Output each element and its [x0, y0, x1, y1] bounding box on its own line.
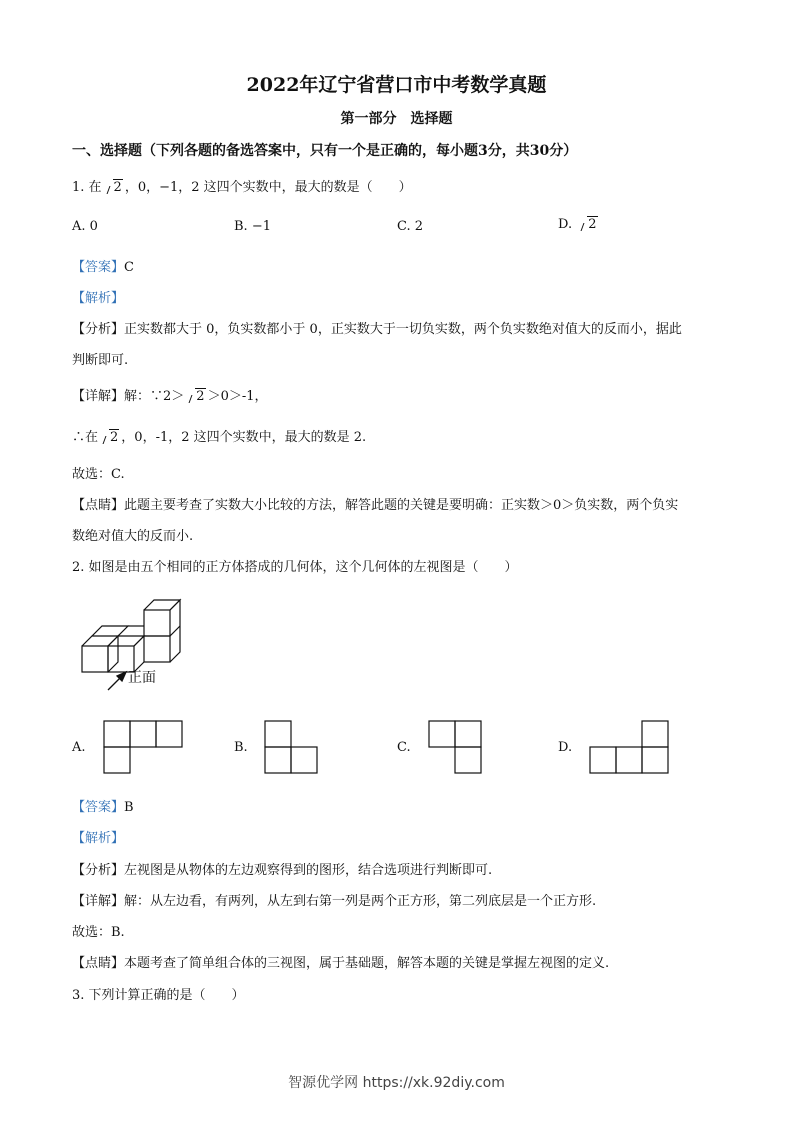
xiangjie-tag: 【详解】: [72, 389, 125, 404]
sqrt-symbol: [578, 217, 597, 232]
q2-option-a[interactable]: A.: [72, 740, 86, 755]
q2-choose: 故选：B.: [72, 925, 125, 940]
dianjing-tag: 【点睛】: [72, 956, 125, 971]
q2-option-b-figure: [264, 720, 319, 775]
q1-dianjing-line1: [72, 494, 678, 513]
q2-option-c[interactable]: C.: [397, 740, 411, 755]
answer-value: C: [124, 260, 134, 275]
q1-stem-post: ，0，−1，2 这四个实数中，最大的数是（ ）: [124, 180, 412, 195]
q1-option-d-radicand: 2: [588, 217, 597, 232]
q1-option-b[interactable]: B. −1: [234, 219, 271, 234]
q1-option-a[interactable]: A. 0: [72, 219, 98, 234]
q2-dianjing: [72, 952, 609, 971]
dianjing-text: 本题考查了简单组合体的三视图，属于基础题，解答本题的关键是掌握左视图的定义.: [124, 956, 610, 971]
q1-therefore: [72, 426, 366, 445]
fenxi-tag: 【分析】: [72, 863, 125, 878]
q3-stem: 3. 下列计算正确的是（ ）: [72, 988, 245, 1003]
q1-fenxi-line2: 判断即可.: [72, 353, 129, 368]
q1-stem-pre: 1. 在: [72, 180, 102, 195]
q1-option-d-prefix: D.: [558, 217, 573, 232]
part-heading: 第一部分 选择题: [340, 111, 453, 127]
q2-option-b[interactable]: B.: [234, 740, 248, 755]
q1-option-c[interactable]: C. 2: [397, 219, 424, 234]
sqrt-symbol: [100, 430, 119, 445]
q1-dianjing-line2: 数绝对值大的反而小.: [72, 529, 194, 544]
q2-option-c-figure: [428, 720, 483, 775]
xiangjie-pre: 解：∵2＞: [124, 389, 185, 404]
q2-option-d-figure: [589, 720, 669, 775]
q1-radicand: 2: [113, 180, 122, 195]
q2-stem: 2. 如图是由五个相同的正方体搭成的几何体，这个几何体的左视图是（ ）: [72, 560, 518, 575]
q2-option-d[interactable]: D.: [558, 740, 573, 755]
dianjing-tag: 【点睛】: [72, 498, 125, 513]
footer-watermark: 智源优学网 https://xk.92diy.com: [288, 1075, 505, 1091]
q1-choose: 故选：C.: [72, 467, 125, 482]
xiangjie-tag: 【详解】: [72, 894, 125, 909]
fenxi-tag: 【分析】: [72, 322, 125, 337]
fenxi-text: 正实数都大于 0，负实数都小于 0，正实数大于一切负实数，两个负实数绝对值大的反而小，据此: [124, 322, 682, 337]
q1-xiangjie: [72, 385, 268, 404]
q1-option-d[interactable]: [558, 217, 600, 232]
q2-analysis-tag: 【解析】: [72, 831, 125, 846]
answer-tag: 【答案】: [72, 800, 125, 815]
xiangjie-post: ＞0＞-1，: [207, 389, 268, 404]
answer-value: B: [124, 800, 134, 815]
answer-tag: 【答案】: [72, 260, 125, 275]
q1-analysis-tag: 【解析】: [72, 291, 125, 306]
page-title: 2022年辽宁省营口市中考数学真题: [246, 74, 547, 96]
xiangjie-text: 解：从左边看，有两列，从左到右第一列是两个正方形，第二列底层是一个正方形.: [124, 894, 597, 909]
section-heading: 一、选择题（下列各题的备选答案中，只有一个是正确的，每小题3分，共30分）: [72, 143, 578, 159]
therefore-post: ，0，-1，2 这四个实数中，最大的数是 2.: [121, 430, 367, 445]
sqrt-symbol: [104, 180, 123, 195]
q2-option-a-figure: [103, 720, 183, 775]
sqrt-symbol: [186, 389, 205, 404]
xiangjie-radicand: 2: [196, 389, 205, 404]
dianjing-text: 此题主要考查了实数大小比较的方法，解答此题的关键是要明确：正实数＞0＞负实数，两个负实: [124, 498, 679, 513]
front-label: 正面: [128, 670, 156, 686]
q1-stem: [72, 176, 412, 195]
q1-fenxi-line1: [72, 318, 682, 337]
q2-fenxi: [72, 859, 492, 878]
therefore-pre: ∴在: [72, 430, 99, 445]
fenxi-text: 左视图是从物体的左边观察得到的图形，结合选项进行判断即可.: [124, 863, 493, 878]
therefore-radicand: 2: [110, 430, 119, 445]
q2-xiangjie: [72, 890, 596, 909]
q2-answer: [72, 796, 134, 815]
q1-answer: [72, 256, 134, 275]
